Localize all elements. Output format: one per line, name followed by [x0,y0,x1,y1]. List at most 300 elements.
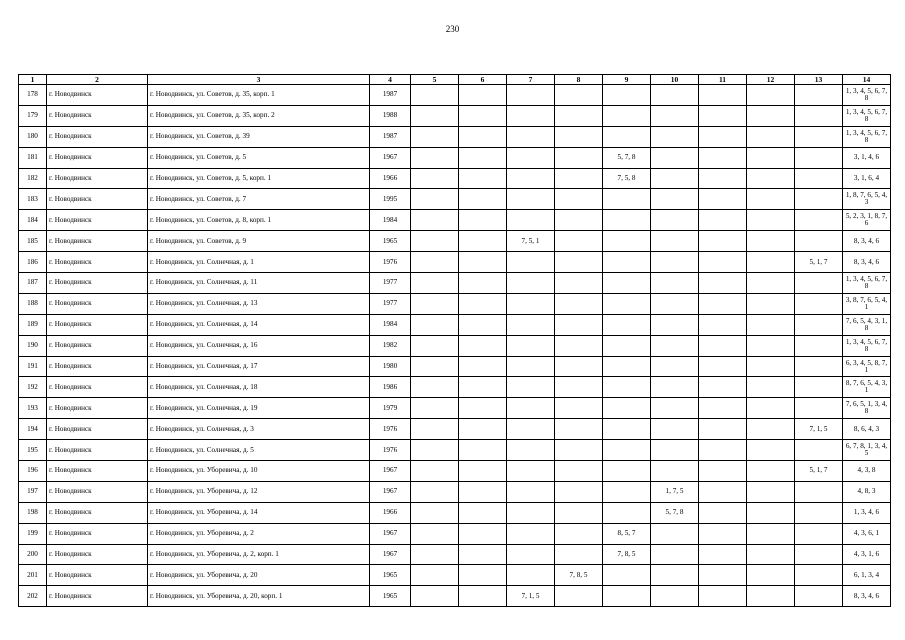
cell-col-9 [603,586,651,607]
cell-col-13 [795,293,843,314]
cell-row-number: 179 [19,105,47,126]
cell-col-10 [651,252,699,273]
cell-col-9 [603,231,651,252]
cell-col-12 [747,377,795,398]
cell-settlement: г. Новодвинск [47,85,148,106]
cell-col-8 [555,544,603,565]
cell-col-9 [603,440,651,461]
cell-col-9: 7, 8, 5 [603,544,651,565]
table-row [19,105,891,126]
cell-col-12 [747,273,795,294]
cell-settlement: г. Новодвинск [47,168,148,189]
cell-col-6 [459,586,507,607]
cell-row-number: 185 [19,231,47,252]
cell-col-12 [747,481,795,502]
cell-row-number: 199 [19,523,47,544]
cell-col-11 [699,147,747,168]
table-row [19,85,891,106]
cell-col-6 [459,252,507,273]
cell-col-5 [411,586,459,607]
cell-col-9 [603,189,651,210]
cell-col-13 [795,586,843,607]
cell-settlement: г. Новодвинск [47,335,148,356]
cell-col-6 [459,189,507,210]
cell-row-number: 180 [19,126,47,147]
cell-row-number: 182 [19,168,47,189]
cell-col-7 [507,481,555,502]
cell-col-12 [747,440,795,461]
cell-col-11 [699,586,747,607]
cell-col-7 [507,252,555,273]
cell-settlement: г. Новодвинск [47,398,148,419]
cell-col-10 [651,523,699,544]
cell-settlement: г. Новодвинск [47,502,148,523]
cell-address: г. Новодвинск, ул. Уборевича, д. 12 [148,481,370,502]
cell-col-8 [555,335,603,356]
cell-col-5 [411,168,459,189]
cell-address: г. Новодвинск, ул. Уборевича, д. 20, корп. 1 [148,586,370,607]
cell-col-13 [795,126,843,147]
cell-col-14: 1, 8, 7, 6, 5, 4, 3 [843,189,891,210]
cell-col-9 [603,481,651,502]
cell-col-12 [747,565,795,586]
cell-col-14: 7, 6, 5, 4, 3, 1, 8 [843,314,891,335]
cell-col-5 [411,273,459,294]
column-header-1: 1 [19,75,47,85]
cell-col-12 [747,356,795,377]
cell-year: 1965 [370,565,411,586]
cell-col-8 [555,126,603,147]
cell-col-6 [459,231,507,252]
table-row [19,544,891,565]
table-row [19,481,891,502]
cell-col-5 [411,105,459,126]
cell-address: г. Новодвинск, ул. Уборевича, д. 10 [148,461,370,482]
column-header-4: 4 [370,75,411,85]
cell-address: г. Новодвинск, ул. Солнечная, д. 16 [148,335,370,356]
cell-col-7 [507,335,555,356]
cell-col-14: 4, 3, 6, 1 [843,523,891,544]
cell-col-12 [747,252,795,273]
cell-col-6 [459,377,507,398]
cell-col-8 [555,293,603,314]
cell-col-10 [651,356,699,377]
cell-year: 1967 [370,544,411,565]
cell-col-7 [507,440,555,461]
cell-row-number: 195 [19,440,47,461]
cell-address: г. Новодвинск, ул. Уборевича, д. 2, корп. 1 [148,544,370,565]
cell-year: 1965 [370,231,411,252]
cell-year: 1987 [370,85,411,106]
cell-col-14: 4, 3, 1, 6 [843,544,891,565]
cell-col-5 [411,481,459,502]
cell-col-7 [507,502,555,523]
cell-col-5 [411,231,459,252]
cell-col-8 [555,502,603,523]
cell-address: г. Новодвинск, ул. Уборевича, д. 2 [148,523,370,544]
cell-col-11 [699,419,747,440]
cell-col-8 [555,523,603,544]
cell-col-8 [555,440,603,461]
cell-settlement: г. Новодвинск [47,419,148,440]
cell-row-number: 178 [19,85,47,106]
cell-col-12 [747,105,795,126]
cell-col-11 [699,481,747,502]
cell-col-5 [411,126,459,147]
cell-col-6 [459,105,507,126]
column-header-9: 9 [603,75,651,85]
cell-row-number: 200 [19,544,47,565]
table-row [19,461,891,482]
cell-col-11 [699,85,747,106]
cell-row-number: 184 [19,210,47,231]
cell-col-9 [603,273,651,294]
cell-year: 1977 [370,273,411,294]
cell-col-8 [555,231,603,252]
cell-year: 1966 [370,502,411,523]
cell-row-number: 201 [19,565,47,586]
cell-col-10 [651,210,699,231]
cell-col-7 [507,210,555,231]
cell-col-13 [795,377,843,398]
cell-settlement: г. Новодвинск [47,481,148,502]
cell-settlement: г. Новодвинск [47,544,148,565]
cell-col-10: 5, 7, 8 [651,502,699,523]
cell-col-13 [795,565,843,586]
cell-address: г. Новодвинск, ул. Солнечная, д. 3 [148,419,370,440]
cell-col-10 [651,398,699,419]
cell-address: г. Новодвинск, ул. Советов, д. 5, корп. 1 [148,168,370,189]
cell-col-11 [699,252,747,273]
cell-col-9 [603,335,651,356]
cell-year: 1967 [370,523,411,544]
cell-col-11 [699,168,747,189]
cell-col-11 [699,335,747,356]
cell-col-12 [747,419,795,440]
cell-col-13 [795,335,843,356]
cell-col-8 [555,377,603,398]
cell-settlement: г. Новодвинск [47,273,148,294]
cell-col-9: 7, 5, 8 [603,168,651,189]
cell-year: 1986 [370,377,411,398]
cell-col-6 [459,481,507,502]
cell-row-number: 191 [19,356,47,377]
cell-col-6 [459,398,507,419]
cell-col-10: 1, 7, 5 [651,481,699,502]
cell-address: г. Новодвинск, ул. Солнечная, д. 17 [148,356,370,377]
cell-col-14: 4, 3, 8 [843,461,891,482]
cell-col-11 [699,544,747,565]
cell-col-9 [603,356,651,377]
cell-col-6 [459,565,507,586]
cell-col-13 [795,440,843,461]
cell-col-12 [747,502,795,523]
cell-col-7 [507,126,555,147]
cell-col-11 [699,273,747,294]
cell-col-8 [555,85,603,106]
cell-col-6 [459,502,507,523]
table-row [19,293,891,314]
cell-row-number: 194 [19,419,47,440]
cell-col-9 [603,105,651,126]
column-header-10: 10 [651,75,699,85]
cell-col-6 [459,210,507,231]
cell-year: 1976 [370,440,411,461]
table-row [19,210,891,231]
cell-year: 1977 [370,293,411,314]
cell-settlement: г. Новодвинск [47,293,148,314]
cell-col-13 [795,481,843,502]
cell-col-12 [747,85,795,106]
table-row [19,273,891,294]
cell-col-10 [651,314,699,335]
cell-settlement: г. Новодвинск [47,126,148,147]
cell-col-9 [603,398,651,419]
cell-col-5 [411,502,459,523]
cell-address: г. Новодвинск, ул. Советов, д. 35, корп. 1 [148,85,370,106]
cell-col-8 [555,356,603,377]
cell-col-8 [555,189,603,210]
cell-year: 1965 [370,586,411,607]
cell-settlement: г. Новодвинск [47,523,148,544]
column-header-8: 8 [555,75,603,85]
cell-col-6 [459,147,507,168]
table-row [19,440,891,461]
cell-col-6 [459,440,507,461]
cell-address: г. Новодвинск, ул. Советов, д. 7 [148,189,370,210]
table-row [19,356,891,377]
cell-year: 1987 [370,126,411,147]
cell-col-7 [507,544,555,565]
cell-col-13 [795,231,843,252]
cell-settlement: г. Новодвинск [47,189,148,210]
cell-col-7 [507,189,555,210]
cell-col-7 [507,461,555,482]
cell-col-6 [459,85,507,106]
cell-row-number: 196 [19,461,47,482]
cell-col-13 [795,168,843,189]
cell-col-11 [699,502,747,523]
cell-settlement: г. Новодвинск [47,231,148,252]
cell-col-10 [651,419,699,440]
cell-address: г. Новодвинск, ул. Солнечная, д. 5 [148,440,370,461]
cell-row-number: 186 [19,252,47,273]
cell-col-7 [507,419,555,440]
cell-year: 1979 [370,398,411,419]
cell-col-9 [603,210,651,231]
cell-col-7 [507,523,555,544]
cell-col-10 [651,565,699,586]
table-row [19,419,891,440]
cell-col-12 [747,168,795,189]
cell-col-10 [651,586,699,607]
cell-col-5 [411,293,459,314]
cell-col-10 [651,126,699,147]
cell-col-6 [459,126,507,147]
cell-address: г. Новодвинск, ул. Солнечная, д. 14 [148,314,370,335]
column-header-2: 2 [47,75,148,85]
housing-table [18,74,891,607]
cell-col-5 [411,377,459,398]
cell-col-13: 5, 1, 7 [795,461,843,482]
cell-year: 1976 [370,252,411,273]
cell-col-6 [459,293,507,314]
cell-col-14: 3, 1, 6, 4 [843,168,891,189]
cell-col-14: 8, 3, 4, 6 [843,231,891,252]
cell-row-number: 192 [19,377,47,398]
cell-address: г. Новодвинск, ул. Уборевича, д. 14 [148,502,370,523]
cell-col-7 [507,85,555,106]
cell-col-10 [651,273,699,294]
cell-col-11 [699,189,747,210]
cell-address: г. Новодвинск, ул. Уборевича, д. 20 [148,565,370,586]
cell-col-5 [411,356,459,377]
cell-col-8 [555,461,603,482]
cell-settlement: г. Новодвинск [47,105,148,126]
cell-col-12 [747,314,795,335]
cell-row-number: 190 [19,335,47,356]
cell-col-10 [651,168,699,189]
cell-settlement: г. Новодвинск [47,440,148,461]
cell-col-8 [555,314,603,335]
cell-col-8 [555,105,603,126]
cell-col-6 [459,335,507,356]
cell-col-9 [603,502,651,523]
cell-col-8 [555,398,603,419]
cell-col-6 [459,523,507,544]
cell-col-11 [699,523,747,544]
cell-settlement: г. Новодвинск [47,210,148,231]
table-row [19,565,891,586]
cell-year: 1988 [370,105,411,126]
cell-col-12 [747,293,795,314]
column-header-12: 12 [747,75,795,85]
cell-col-13 [795,314,843,335]
cell-col-10 [651,147,699,168]
cell-settlement: г. Новодвинск [47,586,148,607]
cell-col-11 [699,377,747,398]
cell-col-13 [795,356,843,377]
column-header-6: 6 [459,75,507,85]
cell-col-6 [459,168,507,189]
cell-col-14: 1, 3, 4, 5, 6, 7, 8 [843,105,891,126]
cell-col-11 [699,356,747,377]
cell-col-14: 6, 7, 8, 1, 3, 4, 5 [843,440,891,461]
cell-col-5 [411,523,459,544]
cell-year: 1980 [370,356,411,377]
cell-row-number: 193 [19,398,47,419]
cell-col-5 [411,419,459,440]
table-row [19,335,891,356]
table-row [19,231,891,252]
cell-address: г. Новодвинск, ул. Солнечная, д. 19 [148,398,370,419]
cell-col-5 [411,85,459,106]
cell-col-13 [795,523,843,544]
cell-col-11 [699,210,747,231]
cell-col-10 [651,189,699,210]
cell-row-number: 187 [19,273,47,294]
cell-col-9: 8, 5, 7 [603,523,651,544]
column-header-14: 14 [843,75,891,85]
cell-year: 1967 [370,481,411,502]
cell-col-12 [747,586,795,607]
column-header-13: 13 [795,75,843,85]
cell-col-7 [507,273,555,294]
table-row [19,252,891,273]
cell-col-9 [603,419,651,440]
table-row [19,502,891,523]
cell-col-13 [795,105,843,126]
cell-col-12 [747,335,795,356]
cell-settlement: г. Новодвинск [47,252,148,273]
cell-col-10 [651,85,699,106]
cell-col-12 [747,398,795,419]
cell-col-10 [651,440,699,461]
cell-col-5 [411,335,459,356]
cell-col-9 [603,293,651,314]
cell-col-5 [411,440,459,461]
cell-col-14: 1, 3, 4, 5, 6, 7, 8 [843,126,891,147]
cell-col-11 [699,461,747,482]
table-row [19,523,891,544]
cell-col-7 [507,314,555,335]
cell-col-11 [699,105,747,126]
cell-col-13 [795,398,843,419]
cell-col-8 [555,273,603,294]
cell-col-12 [747,231,795,252]
cell-year: 1967 [370,147,411,168]
cell-col-8 [555,481,603,502]
cell-address: г. Новодвинск, ул. Солнечная, д. 1 [148,252,370,273]
cell-col-14: 8, 6, 4, 3 [843,419,891,440]
cell-col-6 [459,314,507,335]
cell-col-5 [411,398,459,419]
cell-col-13 [795,85,843,106]
cell-address: г. Новодвинск, ул. Советов, д. 5 [148,147,370,168]
cell-col-8: 7, 8, 5 [555,565,603,586]
cell-col-7 [507,293,555,314]
cell-col-10 [651,293,699,314]
cell-col-14: 1, 3, 4, 5, 6, 7, 8 [843,335,891,356]
cell-col-11 [699,314,747,335]
cell-col-8 [555,252,603,273]
cell-col-12 [747,189,795,210]
cell-col-14: 8, 3, 4, 6 [843,252,891,273]
cell-col-7 [507,168,555,189]
cell-col-8 [555,419,603,440]
cell-col-9 [603,461,651,482]
cell-col-12 [747,544,795,565]
cell-year: 1967 [370,461,411,482]
cell-col-13 [795,210,843,231]
cell-col-14: 5, 2, 3, 1, 8, 7, 6 [843,210,891,231]
cell-col-12 [747,523,795,544]
cell-col-5 [411,189,459,210]
cell-year: 1966 [370,168,411,189]
cell-address: г. Новодвинск, ул. Советов, д. 35, корп. 2 [148,105,370,126]
cell-col-7 [507,565,555,586]
cell-col-10 [651,335,699,356]
cell-col-9: 5, 7, 8 [603,147,651,168]
cell-settlement: г. Новодвинск [47,461,148,482]
cell-col-11 [699,440,747,461]
cell-col-9 [603,126,651,147]
cell-address: г. Новодвинск, ул. Солнечная, д. 13 [148,293,370,314]
cell-year: 1995 [370,189,411,210]
cell-col-11 [699,398,747,419]
cell-col-14: 6, 3, 4, 5, 8, 7, 1 [843,356,891,377]
cell-address: г. Новодвинск, ул. Солнечная, д. 18 [148,377,370,398]
